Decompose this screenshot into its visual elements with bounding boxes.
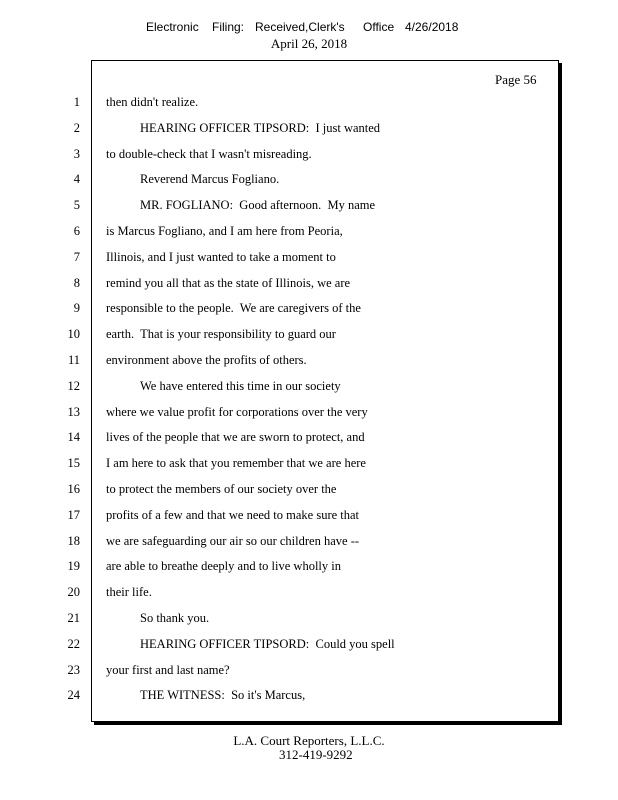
line-number: 4 bbox=[73, 172, 80, 187]
line-text: earth. That is your responsibility to guard our bbox=[106, 327, 336, 342]
transcript-line bbox=[0, 611, 618, 631]
transcript-line bbox=[0, 430, 618, 450]
transcript-line bbox=[0, 482, 618, 502]
line-text: is Marcus Fogliano, and I am here from Peoria, bbox=[106, 224, 343, 238]
line-number: 21 bbox=[67, 611, 80, 625]
line-number: 3 bbox=[73, 146, 80, 161]
line-text: to double-check that I wasn't misreading. bbox=[106, 146, 312, 161]
line-text: THE WITNESS: So it's Marcus, bbox=[140, 688, 306, 703]
line-text: then didn't realize. bbox=[106, 95, 199, 109]
line-number: 2 bbox=[73, 120, 80, 135]
transcript-line bbox=[0, 663, 618, 683]
line-number: 20 bbox=[67, 585, 80, 600]
line-text: environment above the profits of others. bbox=[106, 353, 307, 367]
line-text: HEARING OFFICER TIPSORD: I just wanted bbox=[140, 120, 381, 135]
line-text: responsible to the people. We are caregivers of the bbox=[106, 301, 361, 316]
line-text: to protect the members of our society over the bbox=[106, 482, 337, 496]
line-text: your first and last name? bbox=[106, 662, 230, 677]
transcript-line bbox=[0, 353, 618, 373]
line-text: I am here to ask that you remember that we are here bbox=[106, 456, 366, 471]
line-text: We have entered this time in our society bbox=[140, 378, 341, 393]
line-number: 9 bbox=[73, 301, 80, 316]
transcript-line bbox=[0, 147, 618, 167]
transcript-line bbox=[0, 95, 618, 115]
transcript-line bbox=[0, 301, 618, 321]
line-number: 16 bbox=[67, 482, 80, 496]
line-number: 19 bbox=[67, 559, 80, 574]
transcript-line bbox=[0, 456, 618, 476]
transcript-line bbox=[0, 198, 618, 218]
transcript-line bbox=[0, 534, 618, 554]
line-number: 12 bbox=[67, 378, 80, 393]
line-number: 1 bbox=[73, 95, 80, 109]
line-text: Reverend Marcus Fogliano. bbox=[140, 172, 280, 187]
transcript-line bbox=[0, 121, 618, 141]
transcript-line bbox=[0, 559, 618, 579]
line-number: 17 bbox=[67, 507, 80, 522]
transcript-line bbox=[0, 327, 618, 347]
line-number: 13 bbox=[67, 404, 80, 419]
line-number: 10 bbox=[67, 327, 80, 342]
line-number: 18 bbox=[67, 533, 80, 548]
line-text: where we value profit for corporations over the very bbox=[106, 404, 368, 419]
line-text: their life. bbox=[106, 585, 152, 600]
filing-stamp-word: 4/26/2018 bbox=[405, 20, 459, 34]
page-number: Page 56 bbox=[495, 72, 537, 87]
transcript-line bbox=[0, 250, 618, 270]
transcript-line bbox=[0, 276, 618, 296]
line-number: 7 bbox=[73, 249, 80, 264]
transcript-line bbox=[0, 379, 618, 399]
filing-stamp-word: Received,Clerk's bbox=[255, 20, 345, 34]
line-text: remind you all that as the state of Illinois, we are bbox=[106, 275, 351, 290]
transcript-line bbox=[0, 637, 618, 657]
footer-company: L.A. Court Reporters, L.L.C. bbox=[233, 733, 385, 748]
transcript-line bbox=[0, 585, 618, 605]
line-number: 15 bbox=[67, 456, 80, 471]
filing-stamp-word: Filing: bbox=[212, 20, 245, 34]
line-number: 14 bbox=[67, 430, 80, 445]
line-text: lives of the people that we are sworn to protect, and bbox=[106, 430, 365, 445]
line-text: HEARING OFFICER TIPSORD: Could you spell bbox=[140, 636, 395, 651]
line-text: So thank you. bbox=[140, 611, 210, 625]
line-number: 24 bbox=[67, 688, 80, 703]
line-text: we are safeguarding our air so our children have -- bbox=[106, 533, 360, 548]
transcript-line bbox=[0, 172, 618, 192]
line-number: 23 bbox=[67, 662, 80, 677]
transcript-line bbox=[0, 224, 618, 244]
filing-stamp-word: Electronic bbox=[146, 20, 199, 34]
footer-phone: 312-419-9292 bbox=[279, 747, 353, 762]
line-number: 8 bbox=[73, 275, 80, 290]
line-number: 6 bbox=[73, 224, 80, 238]
filing-stamp-word: Office bbox=[363, 20, 395, 34]
line-number: 11 bbox=[67, 353, 80, 367]
line-number: 22 bbox=[67, 636, 80, 651]
transcript-line bbox=[0, 688, 618, 708]
line-text: Illinois, and I just wanted to take a moment to bbox=[106, 249, 336, 264]
line-text: profits of a few and that we need to make sure that bbox=[106, 507, 360, 522]
transcript-line bbox=[0, 405, 618, 425]
transcript-line bbox=[0, 508, 618, 528]
line-number: 5 bbox=[73, 198, 80, 213]
line-text: MR. FOGLIANO: Good afternoon. My name bbox=[140, 198, 376, 213]
line-text: are able to breathe deeply and to live wholly in bbox=[106, 559, 341, 574]
filing-date: April 26, 2018 bbox=[270, 36, 348, 51]
